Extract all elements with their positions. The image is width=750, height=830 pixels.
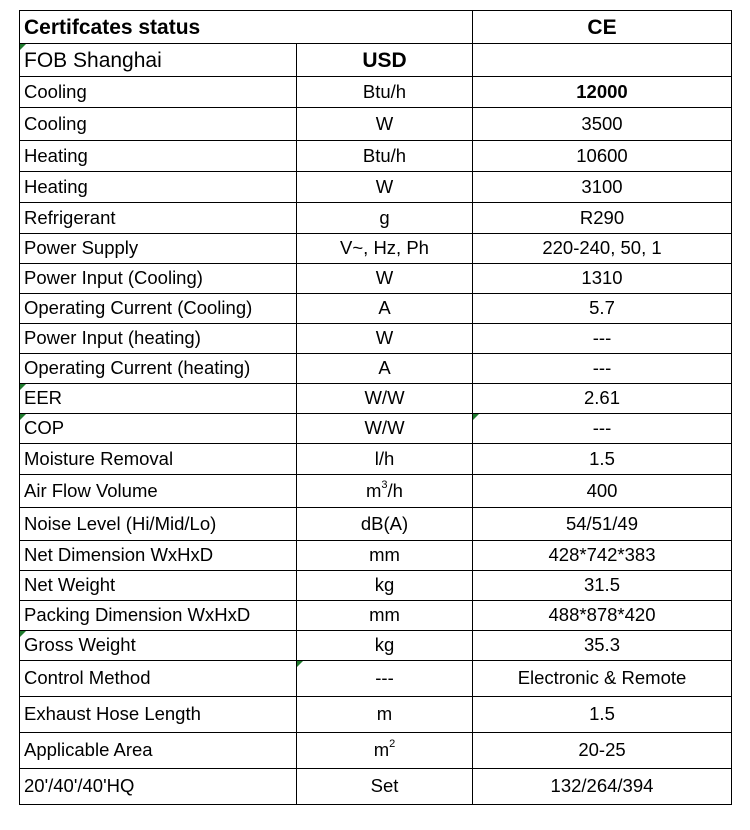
cell-comment-marker: [20, 44, 26, 50]
row-label: Noise Level (Hi/Mid/Lo): [20, 508, 297, 541]
row-label: Moisture Removal: [20, 444, 297, 475]
row-value: 31.5: [473, 571, 732, 601]
row-value: 20-25: [473, 733, 732, 769]
table-row: [20, 108, 732, 141]
table-row: [20, 414, 732, 444]
row-label: Operating Current (heating): [20, 354, 297, 384]
table-row: [20, 234, 732, 264]
table-row: [20, 697, 732, 733]
fob-label: [20, 44, 297, 77]
row-label: Power Input (Cooling): [20, 264, 297, 294]
row-label: Operating Current (Cooling): [20, 294, 297, 324]
row-label: 20'/40'/40'HQ: [20, 769, 297, 805]
table-row: [20, 769, 732, 805]
row-label: Refrigerant: [20, 203, 297, 234]
row-value: ---: [473, 324, 732, 354]
row-label: Net Dimension WxHxD: [20, 541, 297, 571]
row-unit: A: [297, 294, 473, 324]
table-row: [20, 203, 732, 234]
row-value: R290: [473, 203, 732, 234]
row-unit: A: [297, 354, 473, 384]
cert-cell: CE: [473, 11, 732, 44]
row-unit: Set: [297, 769, 473, 805]
row-unit: W: [297, 264, 473, 294]
row-value: 400: [473, 475, 732, 508]
table-row: [20, 294, 732, 324]
table-row: [20, 571, 732, 601]
row-label: Packing Dimension WxHxD: [20, 601, 297, 631]
unit-base: m: [366, 479, 382, 501]
row-value: 3100: [473, 172, 732, 203]
table-row: [20, 264, 732, 294]
cell-comment-marker: [297, 661, 303, 667]
row-value: 1310: [473, 264, 732, 294]
row-value: 132/264/394: [473, 769, 732, 805]
table-row: [20, 384, 732, 414]
empty-cell: [473, 44, 732, 77]
table-row: [20, 324, 732, 354]
cell-comment-marker: [20, 631, 26, 637]
row-label: Control Method: [20, 661, 297, 697]
row-unit: mm: [297, 541, 473, 571]
row-value: 54/51/49: [473, 508, 732, 541]
row-unit: l/h: [297, 444, 473, 475]
row-label: Exhaust Hose Length: [20, 697, 297, 733]
row-unit-text: ---: [375, 667, 394, 689]
row-unit: [297, 661, 473, 697]
row-value-text: ---: [592, 417, 612, 439]
spec-table: [19, 10, 732, 805]
table-row: [20, 475, 732, 508]
table-row: [20, 172, 732, 203]
row-value: [473, 414, 732, 444]
row-label: Air Flow Volume: [20, 475, 297, 508]
row-unit: W/W: [297, 384, 473, 414]
unit-base: m: [373, 739, 390, 761]
row-value: 35.3: [473, 631, 732, 661]
currency-row: [20, 44, 732, 77]
row-unit: W/W: [297, 414, 473, 444]
row-unit: kg: [297, 571, 473, 601]
row-label: Cooling: [20, 108, 297, 141]
row-value: 1.5: [473, 444, 732, 475]
table-row: [20, 141, 732, 172]
table-row: [20, 508, 732, 541]
header-row: [20, 11, 732, 44]
row-value: ---: [473, 354, 732, 384]
row-label: Heating: [20, 172, 297, 203]
row-label: Power Input (heating): [20, 324, 297, 354]
row-label: [20, 384, 297, 414]
row-label: Applicable Area: [20, 733, 297, 769]
row-value: Electronic & Remote: [473, 661, 732, 697]
row-unit: dB(A): [297, 508, 473, 541]
table-row: [20, 661, 732, 697]
row-unit: kg: [297, 631, 473, 661]
cell-comment-marker: [20, 414, 26, 420]
unit-exponent: 3: [381, 478, 388, 491]
table-row: [20, 601, 732, 631]
row-label: [20, 414, 297, 444]
table-row: [20, 733, 732, 769]
row-label-text: EER: [24, 387, 63, 409]
row-unit: W: [297, 324, 473, 354]
row-value: 10600: [473, 141, 732, 172]
row-value: 428*742*383: [473, 541, 732, 571]
table-row: [20, 541, 732, 571]
row-value: 5.7: [473, 294, 732, 324]
row-unit: V~, Hz, Ph: [297, 234, 473, 264]
row-unit: m: [297, 697, 473, 733]
row-unit: Btu/h: [297, 77, 473, 108]
fob-label-text: FOB Shanghai: [24, 48, 162, 72]
row-value: 3500: [473, 108, 732, 141]
row-unit: [297, 733, 473, 769]
row-unit: [297, 475, 473, 508]
cell-comment-marker: [473, 414, 479, 420]
table-row: [20, 631, 732, 661]
row-label-text: COP: [24, 417, 65, 439]
row-label-text: Gross Weight: [24, 634, 136, 656]
row-value: 488*878*420: [473, 601, 732, 631]
currency-cell: USD: [297, 44, 473, 77]
row-label: Heating: [20, 141, 297, 172]
row-unit: W: [297, 108, 473, 141]
row-unit: g: [297, 203, 473, 234]
row-label: Net Weight: [20, 571, 297, 601]
unit-suffix: /h: [387, 479, 403, 501]
row-value: 12000: [473, 77, 732, 108]
row-unit: Btu/h: [297, 141, 473, 172]
row-value: 2.61: [473, 384, 732, 414]
table-row: [20, 77, 732, 108]
table-row: [20, 444, 732, 475]
row-unit: mm: [297, 601, 473, 631]
row-label: Power Supply: [20, 234, 297, 264]
row-label: Cooling: [20, 77, 297, 108]
row-value: 220-240, 50, 1: [473, 234, 732, 264]
row-label: [20, 631, 297, 661]
cell-comment-marker: [20, 384, 26, 390]
table-row: [20, 354, 732, 384]
title-cell: Certifcates status: [20, 11, 473, 44]
row-value: 1.5: [473, 697, 732, 733]
unit-exponent: 2: [389, 738, 396, 751]
row-unit: W: [297, 172, 473, 203]
